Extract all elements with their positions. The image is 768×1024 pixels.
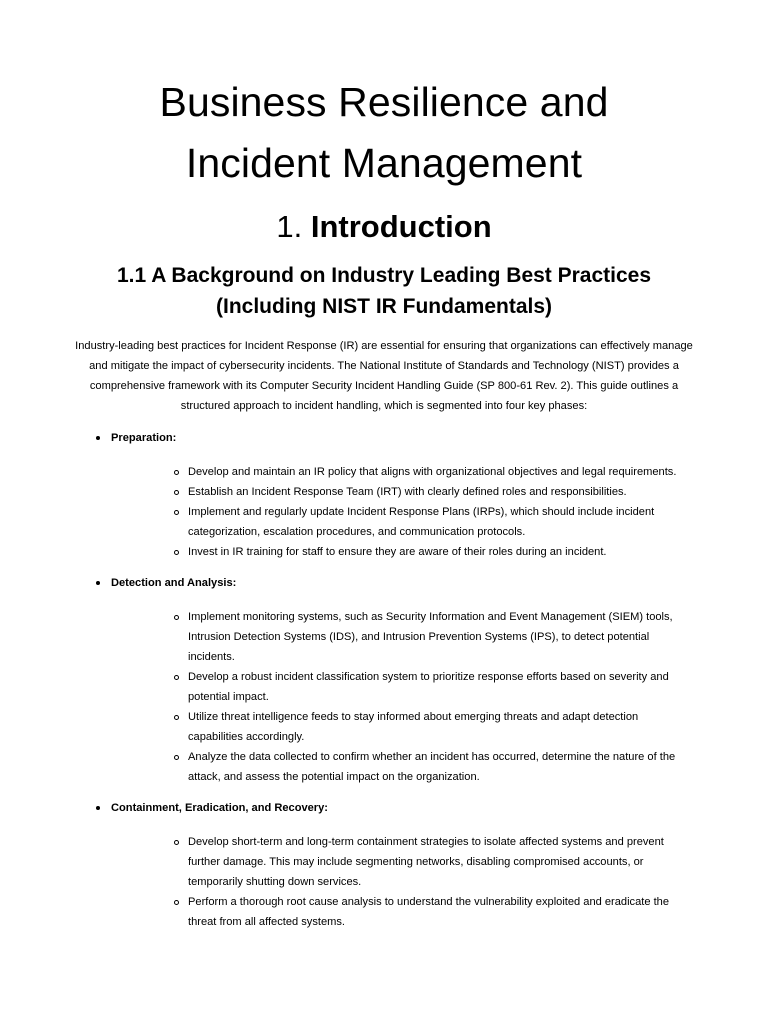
phase-title: Detection and Analysis: <box>111 577 237 589</box>
list-item-text: Develop and maintain an IR policy that aligns with organizational objectives and legal requirements. <box>188 466 677 478</box>
list-item <box>111 747 696 787</box>
list-item <box>111 707 696 747</box>
hollow-bullet-icon <box>174 900 179 905</box>
section-title: Introduction <box>310 209 492 244</box>
list-item-text: Implement and regularly update Incident Response Plans (IRPs), which should include incident categorization, escalation procedures, and communication protocols. <box>188 506 655 538</box>
document-title-line-1: Business Resilience and <box>159 79 609 125</box>
phase-item <box>72 798 696 943</box>
hollow-bullet-icon <box>174 755 179 760</box>
document-title <box>72 0 696 194</box>
list-item <box>111 482 696 502</box>
phase-title: Preparation: <box>111 432 177 444</box>
list-item-text: Perform a thorough root cause analysis to understand the vulnerability exploited and eradicate the threat from all affected systems. <box>188 896 670 928</box>
phase-list <box>72 428 696 943</box>
list-item-text: Develop a robust incident classification system to prioritize response efforts based on severity and potential impact. <box>188 671 669 703</box>
list-item-text: Analyze the data collected to confirm whether an incident has occurred, determine the nature of the attack, and assess the potential impact on the organization. <box>188 751 676 783</box>
hollow-bullet-icon <box>174 840 179 845</box>
hollow-bullet-icon <box>174 490 179 495</box>
list-item <box>111 892 696 932</box>
phase-item <box>72 428 696 573</box>
hollow-bullet-icon <box>174 615 179 620</box>
intro-paragraph: Industry-leading best practices for Incident Response (IR) are essential for ensuring that organizations can effectively manage and mitigate the impact of cybersecurity incidents. The National Institute of Standards and Technology (NIST) provides a comprehensive framework with its Computer Security Incident Handling Guide (SP 800-61 Rev. 2). This guide outlines a structured approach to incident handling, which is segmented into four key phases: <box>75 340 693 412</box>
phase-subitem-list <box>111 462 696 562</box>
hollow-bullet-icon <box>174 550 179 555</box>
phase-title: Containment, Eradication, and Recovery: <box>111 802 328 814</box>
subsection-heading-line-1: 1.1 A Background on Industry Leading Best Practices <box>116 264 652 287</box>
phase-item <box>72 573 696 798</box>
hollow-bullet-icon <box>174 470 179 475</box>
filled-bullet-icon <box>96 581 100 585</box>
list-item-text: Establish an Incident Response Team (IRT) with clearly defined roles and responsibilities. <box>188 486 627 498</box>
section-number: 1. <box>276 209 303 244</box>
hollow-bullet-icon <box>174 510 179 515</box>
list-item-text: Develop short-term and long-term containment strategies to isolate affected systems and prevent further damage. This may include segmenting networks, disabling compromised accounts, or temporarily shutting down services. <box>188 836 664 888</box>
section-heading <box>72 209 696 245</box>
list-item <box>111 462 696 482</box>
filled-bullet-icon <box>96 806 100 810</box>
phase-subitem-list <box>111 607 696 787</box>
phase-spacer <box>111 787 696 798</box>
phase-spacer <box>111 562 696 573</box>
list-item <box>111 832 696 892</box>
list-item <box>111 607 696 667</box>
list-item-text: Implement monitoring systems, such as Security Information and Event Management (SIEM) tools, Intrusion Detection Systems (IDS), and Intrusion Prevention Systems (IPS), to detect potential incidents. <box>188 611 673 663</box>
document-title-line-2: Incident Management <box>185 140 583 186</box>
hollow-bullet-icon <box>174 675 179 680</box>
list-item <box>111 502 696 542</box>
subsection-heading <box>72 260 696 322</box>
phase-spacer <box>111 932 696 943</box>
list-item-text: Invest in IR training for staff to ensure they are aware of their roles during an incident. <box>188 546 607 558</box>
subsection-heading-line-2: (Including NIST IR Fundamentals) <box>216 295 552 318</box>
hollow-bullet-icon <box>174 715 179 720</box>
list-item <box>111 542 696 562</box>
filled-bullet-icon <box>96 436 100 440</box>
list-item-text: Utilize threat intelligence feeds to stay informed about emerging threats and adapt detection capabilities accordingly. <box>188 711 639 743</box>
list-item <box>111 667 696 707</box>
phase-subitem-list <box>111 832 696 932</box>
